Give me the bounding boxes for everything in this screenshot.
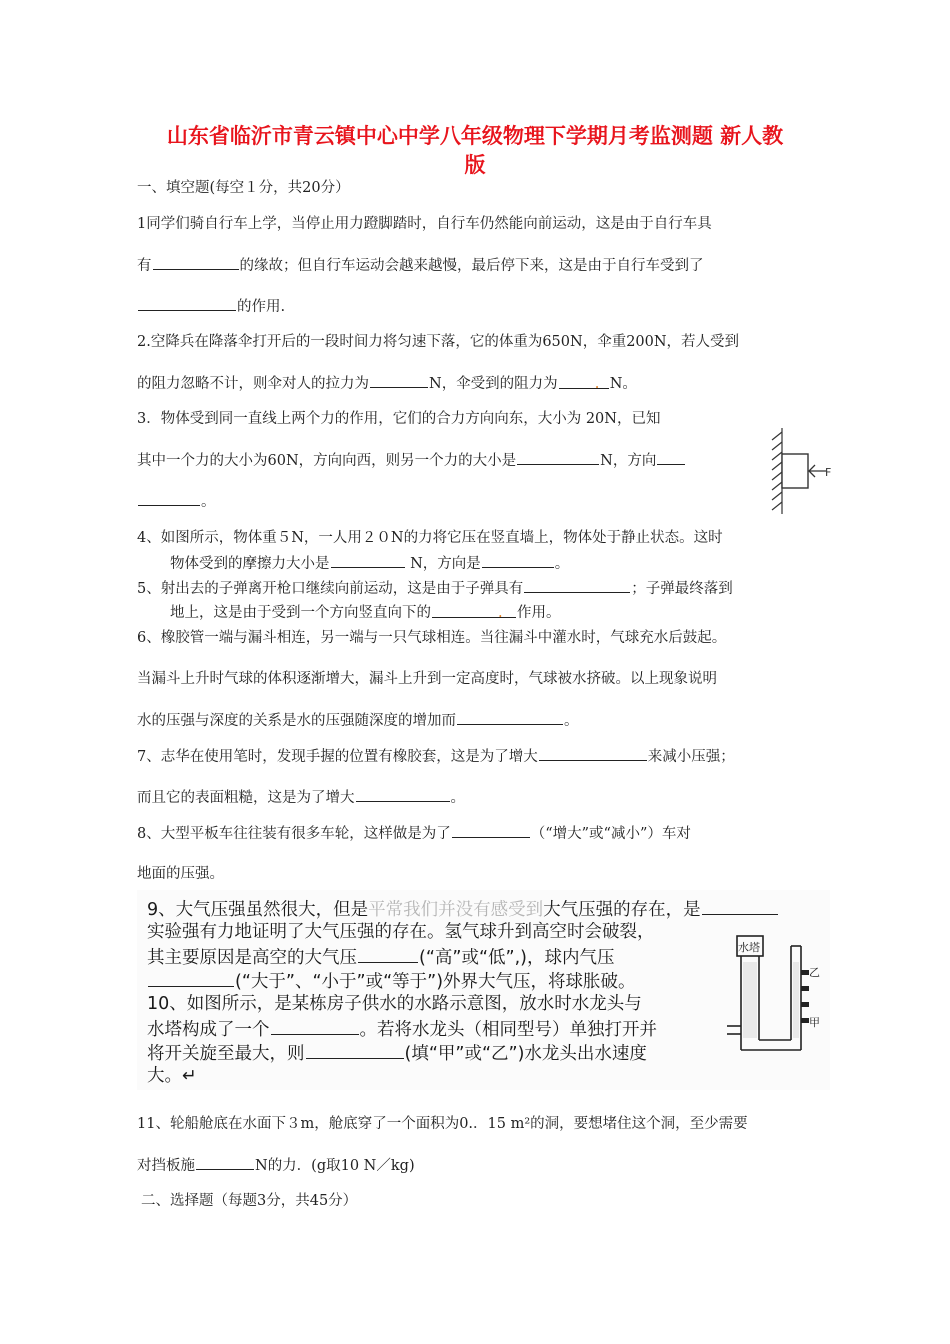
q3-line-1: 3．物体受到同一直线上两个力的作用，它们的合力方向向东，大小为 20N，已知 (137, 411, 661, 427)
q7-line-2: 而且它的表面粗糙，这是为了增大 。 (137, 787, 465, 808)
tap-label-jia: 甲 (809, 1016, 820, 1029)
q9-blank-1[interactable] (702, 896, 778, 915)
q9-line-3: 其主要原因是高空的大气压 (“高”或“低”,)，球内气压 (147, 944, 614, 970)
section-1-heading: 一、填空题(每空１分，共20分） (137, 180, 350, 196)
pipe-water (793, 962, 799, 1038)
q9-line-2: 实验强有力地证明了大气压强的存在。氢气球升到高空时会破裂， (147, 922, 655, 942)
wall-hatching (772, 428, 782, 514)
q10-line-4: 大。↵ (147, 1066, 197, 1086)
tap-label-yi: 乙 (809, 966, 820, 979)
q1-line-3: 的作用. (137, 296, 285, 317)
q5-line-1: 5、射出去的子弹离开枪口继续向前运动，这是由于子弹具有 ；子弹最终落到 (137, 578, 733, 599)
force-label: F (825, 466, 832, 479)
q9-line-1: 9、大气压强虽然很大，但是平常我们并没有感受到大气压强的存在，是 (147, 896, 779, 922)
title-line-2: 版 (464, 153, 486, 177)
q8-line-2: 地面的压强。 (137, 866, 224, 882)
q5-blank-2[interactable]: . (432, 603, 516, 618)
water-tower-figure (711, 918, 821, 1068)
block-rect (782, 454, 808, 488)
q6-line-2: 当漏斗上升时气球的体积逐渐增大，漏斗上升到一定高度时，气球被水挤破。以上现象说明 (137, 671, 717, 687)
q3-blank-1[interactable] (517, 450, 599, 465)
q2-blank-2[interactable]: . (559, 374, 609, 389)
q5-blank-1[interactable] (524, 578, 630, 593)
q3-line-3: 。 (137, 491, 216, 512)
q10-blank-2[interactable] (306, 1040, 404, 1059)
tap-3-icon (801, 1002, 809, 1007)
page-title (60, 122, 890, 180)
q2-blank-1[interactable] (370, 373, 428, 388)
q1-blank-1[interactable] (153, 255, 239, 270)
q10-line-3: 将开关旋至最大，则 (填“甲”或“乙”)水龙头出水速度 (147, 1040, 647, 1066)
q2-line-2: 的阻力忽略不计，则伞对人的拉力为 N，伞受到的阻力为 . N。 (137, 373, 637, 394)
q8-line-1: 8、大型平板车往往装有很多车轮，这样做是为了 （“增大”或“减小”）车对 (137, 823, 691, 844)
q9-line-4: (“大于”、“小于”或“等于”)外界大气压，将球胀破。 (147, 968, 636, 994)
q1-line-1: 1同学们骑自行车上学，当停止用力蹬脚踏时，自行车仍然能向前运动，这是由于自行车具 (137, 216, 712, 232)
q7-blank-1[interactable] (539, 746, 647, 761)
q5-line-2: 地上，这是由于受到一个方向竖直向下的 . 作用。 (170, 605, 561, 621)
q6-line-3: 水的压强与深度的关系是水的压强随深度的增加而 。 (137, 710, 579, 731)
q9-blank-3[interactable] (148, 968, 234, 987)
q8-blank-1[interactable] (452, 823, 530, 838)
q4-blank-2[interactable] (482, 553, 554, 568)
q6-line-1: 6、橡胶管一端与漏斗相连，另一端与一只气球相连。当往漏斗中灌水时，气球充水后鼓起。 (137, 630, 727, 646)
taps (801, 970, 809, 1023)
tap-upper-icon (801, 970, 809, 975)
q1-blank-2[interactable] (138, 296, 236, 311)
tower-water (743, 962, 757, 1038)
q3-blank-2a[interactable] (657, 450, 685, 465)
q10-line-2: 水塔构成了一个 。若将水龙头（相同型号）单独打开并 (147, 1016, 657, 1042)
q11-line-1: 11、轮船舱底在水面下３m，舱底穿了一个面积为0.．15 m²的洞，要想堵住这个洞，至少需要 (137, 1116, 748, 1132)
q6-blank-1[interactable] (457, 710, 563, 725)
q11-blank-1[interactable] (196, 1155, 254, 1170)
q2-line-1: 2.空降兵在降落伞打开后的一段时间力将匀速下落，它的体重为650N，伞重200N，若人受到 (137, 334, 740, 350)
wall-block-figure (768, 426, 840, 516)
q1-line-2: 有 的缘故；但自行车运动会越来越慢，最后停下来，这是由于自行车受到了 (137, 255, 704, 276)
section-2-heading: 二、选择题（每题3分，共45分） (141, 1193, 358, 1209)
tap-2-icon (801, 986, 809, 991)
tap-lower-icon (801, 1018, 809, 1023)
q11-line-2: 对挡板施 N的力．(g取10 N／kg) (137, 1155, 415, 1176)
q10-blank-1[interactable] (271, 1016, 359, 1035)
q4-line-2: 物体受到的摩擦力大小是 N，方向是 。 (170, 553, 569, 574)
q7-blank-2[interactable] (356, 787, 450, 802)
force-arrow (809, 465, 826, 477)
scanned-questions-image (137, 890, 830, 1090)
q4-blank-1[interactable] (331, 553, 405, 568)
q3-line-2: 其中一个力的大小为60N，方向向西，则另一个力的大小是 N，方向 (137, 450, 686, 471)
q3-blank-2b[interactable] (138, 491, 200, 506)
title-line-1: 山东省临沂市青云镇中心中学八年级物理下学期月考监测题 新人教 (166, 124, 784, 148)
tower-label: 水塔 (738, 941, 760, 954)
q7-line-1: 7、志华在使用笔时，发现手握的位置有橡胶套，这是为了增大 来减小压强； (137, 746, 735, 767)
q9-blank-2[interactable] (358, 944, 418, 963)
q4-line-1: 4、如图所示，物体重５N，一人用２０N的力将它压在竖直墙上，物体处于静止状态。这时 (137, 530, 723, 546)
q10-line-1: 10、如图所示，是某栋房子供水的水路示意图，放水时水龙头与 (147, 994, 642, 1014)
